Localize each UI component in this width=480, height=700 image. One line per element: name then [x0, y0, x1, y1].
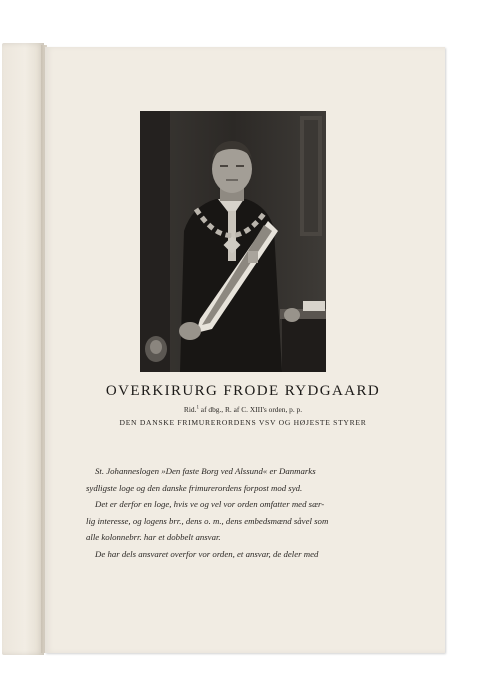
caption-organization: DEN DANSKE FRIMURERORDENS VSV OG HØJESTE STYRER: [119, 418, 367, 427]
caption-subtitle: [60, 405, 426, 414]
body-line: De har dels ansvaret overfor vor orden, et ansvar, de deler med: [95, 548, 319, 559]
body-line: St. Johanneslogen »Den faste Borg ved Alssund« er Danmarks: [95, 466, 316, 476]
subtitle-superscript: 1: [196, 405, 199, 411]
body-line: Det er derfor en loge, hvis ve og vel vor orden omfatter med sær-: [95, 499, 325, 510]
subtitle-rest: af dbg., R. af C. XIII's orden, p. p.: [198, 405, 303, 414]
body-line: alle kolonnebrr. har et dobbelt ansvar.: [86, 532, 221, 543]
portrait-photo: [140, 111, 326, 372]
caption-title: OVERKIRURG FRODE RYDGAARD: [105, 383, 381, 399]
body-line: lig interesse, og logens brr., dens o. m., dens embedsmænd såvel som: [86, 515, 329, 526]
body-line: sydligste loge og den danske frimurerordens forpost mod syd.: [86, 482, 303, 493]
subtitle-prefix: Rid.: [183, 405, 197, 414]
body-text: [86, 466, 386, 566]
left-page-edge: [2, 43, 44, 655]
